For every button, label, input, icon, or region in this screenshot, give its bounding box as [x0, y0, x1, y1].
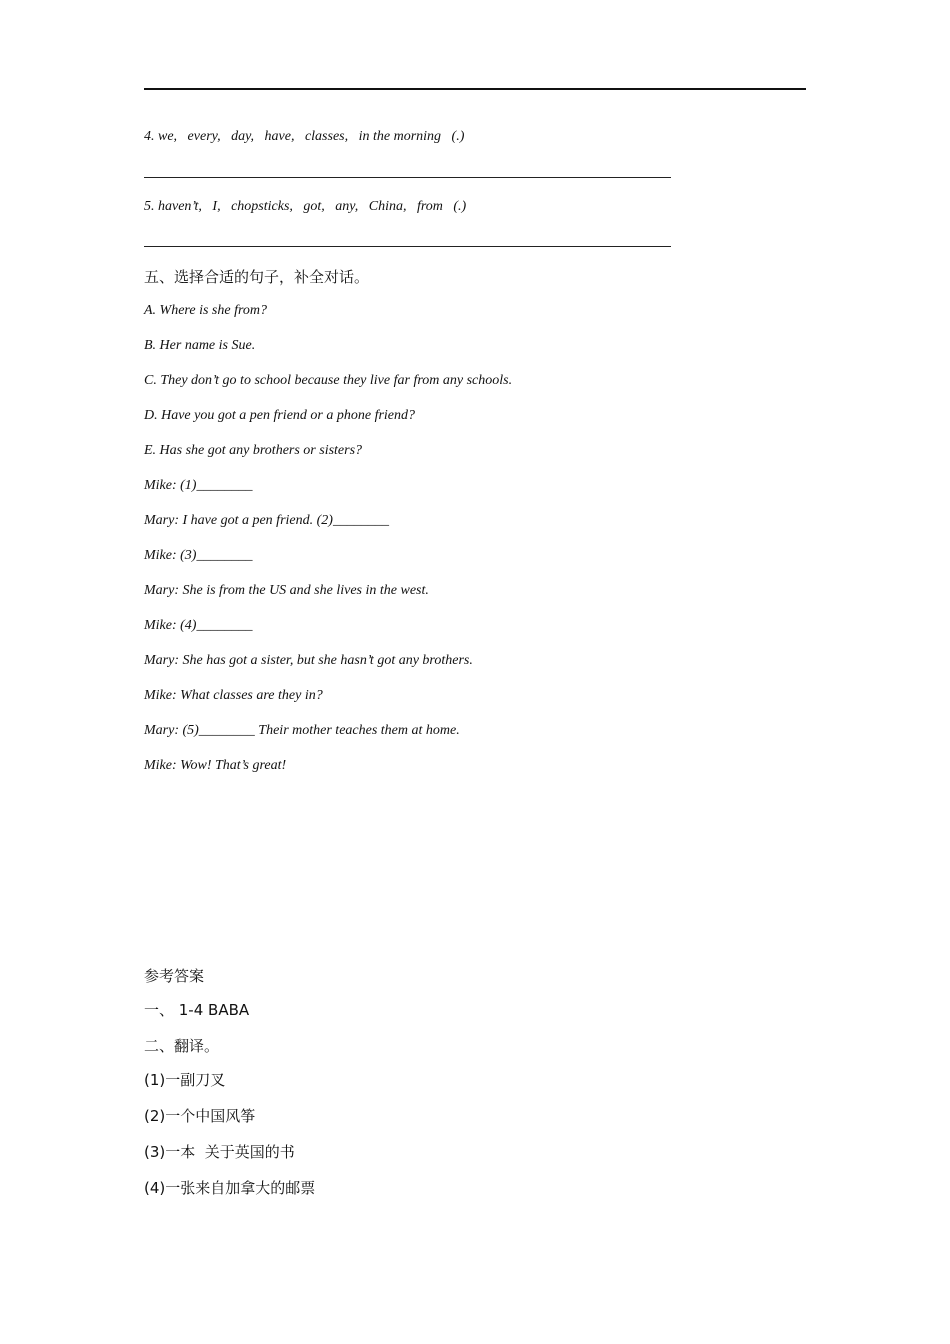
- answer-item: (2)一个中国风筝: [144, 1107, 256, 1125]
- answer-line-5[interactable]: [144, 246, 671, 247]
- option-a: A. Where is she from?: [144, 303, 267, 318]
- question-4: 4. we, every, day, have, classes, in the morning (.): [144, 129, 465, 144]
- dialogue-line: Mike: Wow! That’s great!: [144, 758, 287, 773]
- option-d: D. Have you got a pen friend or a phone friend?: [144, 408, 416, 423]
- answer-line-4[interactable]: [144, 177, 671, 178]
- answers-part-2-title: 二、翻译。: [144, 1037, 220, 1055]
- dialogue-line: Mary: I have got a pen friend. (2)________: [144, 513, 389, 528]
- answer-item: (3)一本 关于英国的书: [144, 1143, 295, 1161]
- section-5-title: 五、选择合适的句子，补全对话。: [144, 268, 370, 286]
- answers-part-1: 一、 1-4 BABA: [144, 1001, 250, 1019]
- answer-item: (1)一副刀叉: [144, 1071, 226, 1089]
- option-b: B. Her name is Sue.: [144, 338, 256, 353]
- dialogue-line: Mike: (3)________: [144, 548, 253, 563]
- dialogue-line: Mary: She is from the US and she lives in the west.: [144, 583, 429, 598]
- answers-title: 参考答案: [144, 967, 205, 985]
- option-e: E. Has she got any brothers or sisters?: [144, 443, 363, 458]
- question-5: 5. haven’t, I, chopsticks, got, any, China, from (.): [144, 199, 467, 214]
- dialogue-line: Mike: What classes are they in?: [144, 688, 323, 703]
- dialogue-line: Mike: (4)________: [144, 618, 253, 633]
- dialogue-line: Mike: (1)________: [144, 478, 253, 493]
- option-c: C. They don’t go to school because they live far from any schools.: [144, 373, 513, 388]
- dialogue-line: Mary: (5)________ Their mother teaches them at home.: [144, 723, 460, 738]
- dialogue-line: Mary: She has got a sister, but she hasn’t got any brothers.: [144, 653, 473, 668]
- header-rule: [144, 88, 806, 90]
- answer-item: (4)一张来自加拿大的邮票: [144, 1179, 316, 1197]
